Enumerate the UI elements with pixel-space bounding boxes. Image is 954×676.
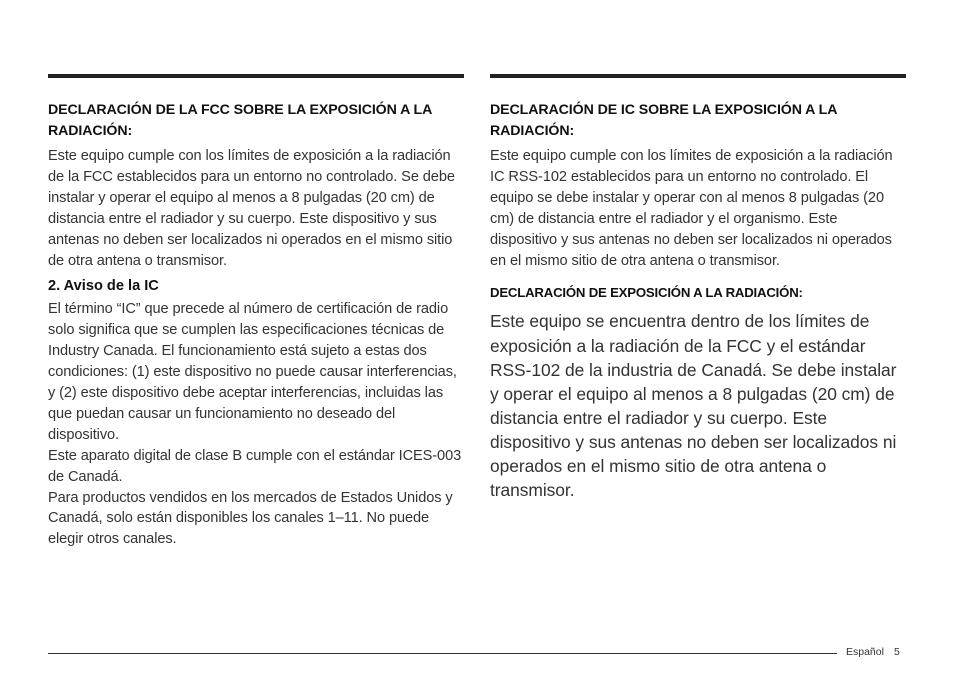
exposure-statement-paragraph: Este equipo se encuentra dentro de los límites de exposición a la radiación de la FCC y el estándar RSS-102 de la industria de Canadá. Se debe instalar y operar el equipo al menos a 8 pulgadas (20 cm) de distancia entre el radiador y su cuerpo. Este dispositivo y sus antenas no deben ser localizados ni operados en el mismo sitio de otra antena o transmisor. (490, 311, 897, 501)
left-column (48, 74, 464, 550)
footer-rule (48, 653, 837, 654)
footer-language: Español (846, 646, 884, 658)
right-top-rule (490, 74, 906, 78)
right-column (490, 74, 906, 502)
ic-notice-subheading: 2. Aviso de la IC (48, 278, 159, 295)
fcc-exposure-paragraph: Este equipo cumple con los límites de exposición a la radiación de la FCC establecidos para un entorno no controlado. Se debe instalar y operar el equipo al menos a 8 pulgadas (20 cm) de distancia entre el radiador y su cuerpo. Este dispositivo y sus antenas no deben ser localizados ni operados en el mismo sitio de otra antena o transmisor. (48, 148, 455, 269)
ic-notice-paragraph-3: Para productos vendidos en los mercados de Estados Unidos y Canadá, solo están disponibles los canales 1–11. No puede elegir otros canales. (48, 489, 453, 548)
ic-exposure-paragraph: Este equipo cumple con los límites de exposición a la radiación IC RSS-102 establecidos para un entorno no controlado. El equipo se debe instalar y operar con al menos 8 pulgadas (20 cm) de distancia entre el radiador y el organismo. Este dispositivo y sus antenas no deben ser localizados ni operados en el mismo sitio de otra antena o transmisor. (490, 148, 893, 269)
page-number: 5 (893, 646, 900, 658)
left-top-rule (48, 74, 464, 78)
ic-notice-paragraph-1: El término “IC” que precede al número de certificación de radio solo significa que se cumplen las especificaciones técnicas de Industry Canada. El funcionamiento está sujeto a estas dos condiciones: (1) este dispositivo no puede causar interferencias, y (2) este dispositivo debe aceptar interferencias, incluidas las que puedan causar un funcionamiento no deseado del dispositivo. (48, 301, 457, 443)
page-footer (846, 645, 900, 659)
ic-exposure-heading: DECLARACIÓN DE IC SOBRE LA EXPOSICIÓN A LA RADIACIÓN: (490, 102, 837, 139)
ic-notice-paragraph-2: Este aparato digital de clase B cumple con el estándar ICES-003 de Canadá. (48, 447, 462, 485)
fcc-exposure-heading: DECLARACIÓN DE LA FCC SOBRE LA EXPOSICIÓN A LA RADIACIÓN: (48, 102, 432, 139)
exposure-statement-heading: DECLARACIÓN DE EXPOSICIÓN A LA RADIACIÓN: (490, 285, 803, 301)
